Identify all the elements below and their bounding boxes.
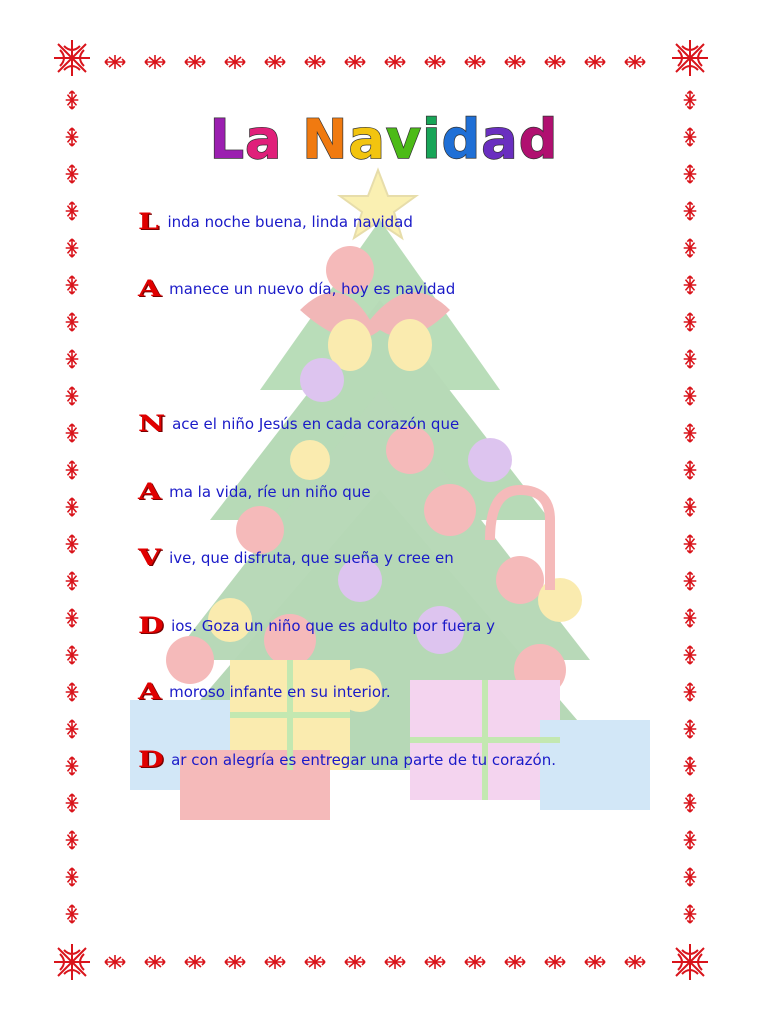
snowflake-ornament-icon — [684, 91, 697, 109]
poem-text: ios. Goza un niño que es adulto por fuera y — [171, 617, 496, 635]
snowflake-ornament-icon — [66, 424, 79, 442]
snowflake-ornament-icon — [105, 955, 125, 969]
snowflake-ornament-icon — [66, 461, 79, 479]
snowflake-ornament-icon — [684, 202, 697, 220]
title-letter: L — [209, 108, 245, 171]
snowflake-ornament-icon — [66, 683, 79, 701]
snowflake-ornament-icon — [345, 955, 365, 969]
poem-text: ar con alegría es entregar una parte de tu corazón. — [171, 751, 556, 769]
snowflake-ornament-icon — [66, 646, 79, 664]
snowflake-ornament-icon — [385, 55, 405, 69]
snowflake-ornament-icon — [66, 535, 79, 553]
title-letter: N — [302, 108, 349, 171]
snowflake-ornament-icon — [66, 794, 79, 812]
snowflake-ornament-icon — [66, 91, 79, 109]
title-letter: a — [348, 108, 386, 171]
snowflake-ornament-icon — [684, 868, 697, 886]
snowflake-ornament-icon — [585, 955, 605, 969]
snowflake-ornament-icon — [305, 55, 325, 69]
snowflake-ornament-icon — [185, 955, 205, 969]
snowflake-ornament-icon — [66, 572, 79, 590]
poem-text: ace el niño Jesús en cada corazón que — [172, 415, 460, 433]
snowflake-ornament-icon — [66, 350, 79, 368]
page-title — [0, 108, 768, 171]
snowflake-ornament-icon — [684, 609, 697, 627]
snowflake-ornament-icon — [684, 276, 697, 294]
title-letter — [282, 108, 302, 171]
poem-text: moroso infante en su interior. — [169, 683, 391, 701]
snowflake-ornament-icon — [145, 55, 165, 69]
snowflake-ornament-icon — [545, 955, 565, 969]
snowflake-ornament-icon — [66, 498, 79, 516]
snowflake-ornament-icon — [345, 55, 365, 69]
poem-text: ive, que disfruta, que sueña y cree en — [169, 549, 454, 567]
snowflake-ornament-icon — [425, 955, 445, 969]
poem-line — [138, 409, 459, 439]
corner-ornament-icon — [672, 40, 708, 76]
snowflake-ornament-icon — [684, 498, 697, 516]
title-letter: v — [385, 108, 423, 171]
snowflake-ornament-icon — [66, 868, 79, 886]
poem-initial: V — [138, 545, 162, 571]
snowflake-ornament-icon — [66, 387, 79, 405]
snowflake-ornament-icon — [66, 202, 79, 220]
snowflake-ornament-icon — [625, 955, 645, 969]
poem-initial: L — [138, 209, 159, 235]
poem-line — [138, 477, 371, 507]
poem-line — [138, 677, 391, 707]
title-letter: i — [422, 108, 442, 171]
snowflake-ornament-icon — [625, 55, 645, 69]
snowflake-ornament-icon — [684, 239, 697, 257]
snowflake-ornament-icon — [305, 955, 325, 969]
snowflake-ornament-icon — [684, 572, 697, 590]
snowflake-ornament-icon — [465, 55, 485, 69]
snowflake-ornament-icon — [385, 955, 405, 969]
snowflake-ornament-icon — [66, 313, 79, 331]
snowflake-ornament-icon — [684, 350, 697, 368]
snowflake-ornament-icon — [66, 609, 79, 627]
snowflake-ornament-icon — [265, 55, 285, 69]
snowflake-ornament-icon — [684, 757, 697, 775]
snowflake-ornament-icon — [225, 55, 245, 69]
poem-initial: N — [138, 411, 166, 437]
snowflake-ornament-icon — [66, 276, 79, 294]
corner-ornament-icon — [54, 944, 90, 980]
snowflake-ornament-icon — [66, 905, 79, 923]
snowflake-ornament-icon — [684, 646, 697, 664]
title-letter: d — [518, 108, 559, 171]
poem-line — [138, 274, 455, 304]
poem-initial: A — [138, 479, 162, 505]
snowflake-ornament-icon — [265, 955, 285, 969]
poem-text: inda noche buena, linda navidad — [167, 213, 413, 231]
title-letter: d — [441, 108, 482, 171]
snowflake-ornament-icon — [684, 387, 697, 405]
snowflake-ornament-icon — [684, 720, 697, 738]
snowflake-ornament-icon — [105, 55, 125, 69]
title-letter: a — [481, 108, 519, 171]
poem-line — [138, 611, 495, 641]
poem-text: ma la vida, ríe un niño que — [169, 483, 371, 501]
poem-line — [138, 745, 556, 775]
title-letter: a — [245, 108, 283, 171]
snowflake-ornament-icon — [505, 55, 525, 69]
snowflake-ornament-icon — [225, 955, 245, 969]
snowflake-ornament-icon — [185, 55, 205, 69]
snowflake-ornament-icon — [684, 905, 697, 923]
poem-initial: A — [138, 276, 162, 302]
snowflake-ornament-icon — [684, 535, 697, 553]
snowflake-ornament-icon — [684, 794, 697, 812]
poem-initial: D — [138, 747, 164, 773]
snowflake-ornament-icon — [66, 757, 79, 775]
snowflake-ornament-icon — [66, 720, 79, 738]
snowflake-ornament-icon — [465, 955, 485, 969]
poem-line — [138, 207, 413, 237]
poem-initial: A — [138, 679, 162, 705]
corner-ornament-icon — [672, 944, 708, 980]
poem-initial: D — [138, 613, 164, 639]
snowflake-ornament-icon — [66, 831, 79, 849]
snowflake-ornament-icon — [505, 955, 525, 969]
snowflake-ornament-icon — [145, 955, 165, 969]
corner-ornament-icon — [54, 40, 90, 76]
poem-text: manece un nuevo día, hoy es navidad — [169, 280, 456, 298]
snowflake-ornament-icon — [684, 424, 697, 442]
snowflake-ornament-icon — [66, 239, 79, 257]
poem-line — [138, 543, 454, 573]
snowflake-ornament-icon — [684, 683, 697, 701]
snowflake-ornament-icon — [425, 55, 445, 69]
snowflake-ornament-icon — [684, 461, 697, 479]
snowflake-ornament-icon — [684, 831, 697, 849]
snowflake-ornament-icon — [585, 55, 605, 69]
snowflake-ornament-icon — [545, 55, 565, 69]
snowflake-ornament-icon — [684, 313, 697, 331]
